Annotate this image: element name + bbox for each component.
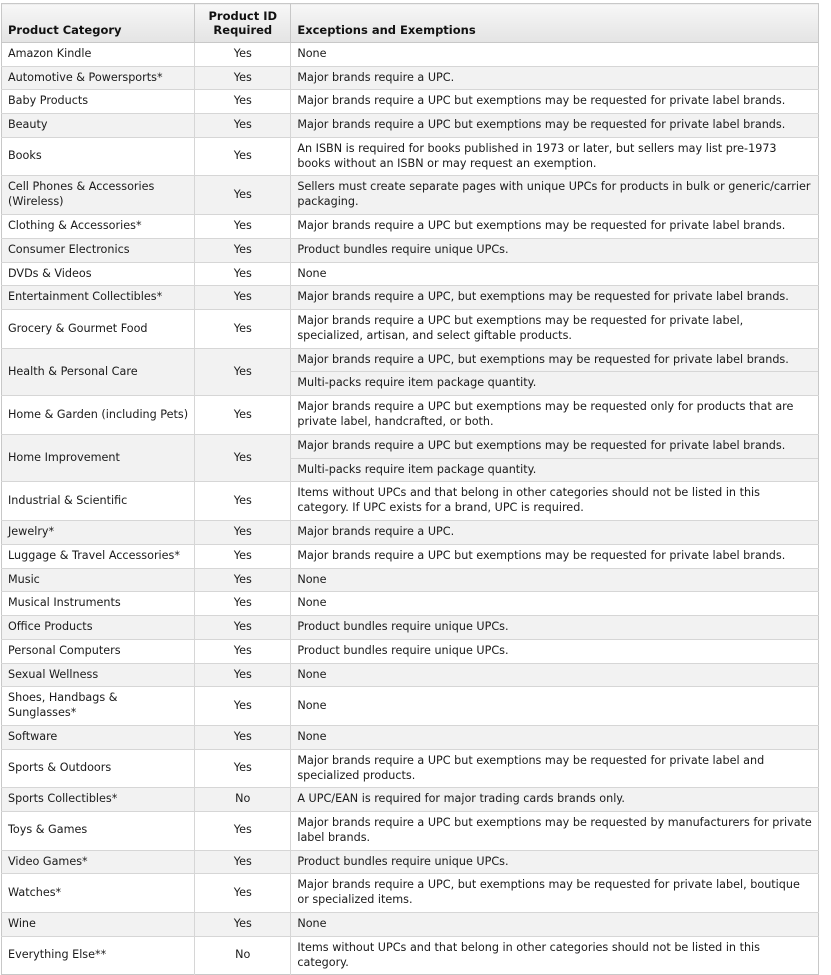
table-row — [2, 434, 819, 482]
table-row — [2, 749, 819, 788]
exceptions-subtable — [291, 435, 818, 482]
cell-product-id-required: Yes — [195, 262, 291, 286]
cell-exceptions-and-exemptions: None — [291, 687, 819, 726]
cell-product-category: Consumer Electronics — [2, 238, 195, 262]
table-row — [2, 788, 819, 812]
cell-product-id-required: Yes — [195, 639, 291, 663]
exceptions-subrow — [291, 458, 818, 481]
table-row — [2, 850, 819, 874]
cell-exceptions-and-exemptions: Major brands require a UPC but exemptions may be requested for private label brands. — [291, 114, 819, 138]
cell-exceptions-and-exemptions: Major brands require a UPC but exemptions may be requested for private label brands. — [291, 90, 819, 114]
cell-product-category: Personal Computers — [2, 639, 195, 663]
cell-product-id-required: Yes — [195, 687, 291, 726]
cell-product-category: Sexual Wellness — [2, 663, 195, 687]
cell-exceptions-and-exemptions: Items without UPCs and that belong in other categories should not be listed in this category. If UPC exists for a brand, UPC is required. — [291, 482, 819, 521]
table-row — [2, 663, 819, 687]
cell-exceptions-and-exemptions: Sellers must create separate pages with unique UPCs for products in bulk or generic/carrier packaging. — [291, 176, 819, 215]
cell-product-id-required: Yes — [195, 238, 291, 262]
cell-exception-text: Major brands require a UPC, but exemptions may be requested for private label brands. — [297, 352, 789, 366]
cell-exceptions-and-exemptions: Product bundles require unique UPCs. — [291, 616, 819, 640]
cell-product-id-required: Yes — [195, 812, 291, 851]
cell-exceptions-and-exemptions: Major brands require a UPC. — [291, 520, 819, 544]
cell-product-category: DVDs & Videos — [2, 262, 195, 286]
exceptions-subtable — [291, 349, 818, 396]
table-header — [2, 4, 819, 43]
cell-product-category: Clothing & Accessories* — [2, 215, 195, 239]
table-row — [2, 936, 819, 975]
exceptions-subrow — [291, 349, 818, 372]
table-row — [2, 42, 819, 66]
cell-exception-text: Multi-packs require item package quantity. — [291, 372, 818, 395]
table-row — [2, 396, 819, 435]
column-header-product-id-required — [195, 4, 291, 43]
cell-exception-text: Multi-packs require item package quantity. — [291, 458, 818, 481]
table-row — [2, 725, 819, 749]
table-row — [2, 812, 819, 851]
cell-product-id-required: Yes — [195, 66, 291, 90]
cell-product-category: Toys & Games — [2, 812, 195, 851]
cell-product-category: Entertainment Collectibles* — [2, 286, 195, 310]
cell-product-category: Shoes, Handbags & Sunglasses* — [2, 687, 195, 726]
cell-exceptions-and-exemptions: Major brands require a UPC. — [291, 66, 819, 90]
table-row — [2, 215, 819, 239]
cell-exceptions-and-exemptions: Major brands require a UPC, but exemptions may be requested for private label, boutique or specialized items. — [291, 874, 819, 913]
cell-product-id-required: Yes — [195, 874, 291, 913]
cell-product-category: Software — [2, 725, 195, 749]
cell-exceptions-and-exemptions: An ISBN is required for books published in 1973 or later, but sellers may list pre-1973 books without an ISBN or may request an exemption. — [291, 137, 819, 176]
cell-product-id-required: Yes — [195, 176, 291, 215]
cell-product-id-required: Yes — [195, 286, 291, 310]
cell-product-category: Luggage & Travel Accessories* — [2, 544, 195, 568]
cell-exceptions-and-exemptions: Major brands require a UPC, but exemptions may be requested for private label brands. — [291, 286, 819, 310]
cell-product-id-required: Yes — [195, 215, 291, 239]
table-row — [2, 592, 819, 616]
cell-product-id-required: Yes — [195, 137, 291, 176]
cell-product-category: Baby Products — [2, 90, 195, 114]
cell-exceptions-and-exemptions: None — [291, 725, 819, 749]
cell-product-category: Jewelry* — [2, 520, 195, 544]
cell-product-id-required: Yes — [195, 396, 291, 435]
cell-product-category: Industrial & Scientific — [2, 482, 195, 521]
column-header-product-category: Product Category — [2, 4, 195, 43]
cell-product-id-required: Yes — [195, 90, 291, 114]
cell-exceptions-and-exemptions: Product bundles require unique UPCs. — [291, 639, 819, 663]
cell-exceptions-and-exemptions: Items without UPCs and that belong in other categories should not be listed in this category. — [291, 936, 819, 975]
cell-product-category: Amazon Kindle — [2, 42, 195, 66]
cell-exceptions-and-exemptions: Major brands require a UPC but exemptions may be requested for private label and specialized products. — [291, 749, 819, 788]
cell-exceptions-and-exemptions: Major brands require a UPC but exemptions may be requested for private label brands. — [291, 544, 819, 568]
cell-product-id-required: No — [195, 788, 291, 812]
cell-exceptions-and-exemptions: None — [291, 262, 819, 286]
cell-product-category: Sports & Outdoors — [2, 749, 195, 788]
cell-product-id-required: No — [195, 936, 291, 975]
cell-exceptions-and-exemptions: Major brands require a UPC but exemptions may be requested for private label, specialized, artisan, and select giftable products. — [291, 310, 819, 349]
table-row — [2, 310, 819, 349]
cell-product-category: Video Games* — [2, 850, 195, 874]
cell-product-category: Sports Collectibles* — [2, 788, 195, 812]
table-row — [2, 114, 819, 138]
cell-product-id-required: Yes — [195, 42, 291, 66]
cell-product-id-required: Yes — [195, 568, 291, 592]
cell-product-id-required: Yes — [195, 544, 291, 568]
cell-product-id-required: Yes — [195, 520, 291, 544]
exceptions-subrow — [291, 435, 818, 458]
cell-product-category: Everything Else** — [2, 936, 195, 975]
header-row — [2, 4, 819, 43]
cell-product-category: Home & Garden (including Pets) — [2, 396, 195, 435]
cell-product-category: Health & Personal Care — [2, 348, 195, 396]
cell-product-category: Beauty — [2, 114, 195, 138]
exceptions-subrow — [291, 372, 818, 395]
cell-exceptions-and-exemptions: A UPC/EAN is required for major trading cards brands only. — [291, 788, 819, 812]
cell-exceptions-and-exemptions: Product bundles require unique UPCs. — [291, 850, 819, 874]
cell-product-category: Cell Phones & Accessories (Wireless) — [2, 176, 195, 215]
cell-product-category: Automotive & Powersports* — [2, 66, 195, 90]
cell-exceptions-and-exemptions: Major brands require a UPC but exemptions may be requested by manufacturers for private label brands. — [291, 812, 819, 851]
table-row — [2, 568, 819, 592]
cell-exceptions-and-exemptions: None — [291, 42, 819, 66]
cell-exception-text: Major brands require a UPC but exemptions may be requested for private label brands. — [297, 438, 786, 452]
table-row — [2, 90, 819, 114]
cell-product-category: Musical Instruments — [2, 592, 195, 616]
table-row — [2, 137, 819, 176]
cell-exceptions-and-exemptions: Major brands require a UPC but exemptions may be requested only for products that are private label, handcrafted, or both. — [291, 396, 819, 435]
cell-exceptions-and-exemptions: None — [291, 913, 819, 937]
cell-product-id-required: Yes — [195, 749, 291, 788]
table-row — [2, 687, 819, 726]
cell-product-category: Music — [2, 568, 195, 592]
cell-product-id-required: Yes — [195, 616, 291, 640]
cell-product-id-required: Yes — [195, 434, 291, 482]
table-row — [2, 262, 819, 286]
cell-product-category: Office Products — [2, 616, 195, 640]
table-row — [2, 66, 819, 90]
column-header-exceptions-and-exemptions: Exceptions and Exemptions — [291, 4, 819, 43]
table-row — [2, 176, 819, 215]
table-row — [2, 520, 819, 544]
cell-product-id-required: Yes — [195, 348, 291, 396]
table-body — [2, 42, 819, 975]
table-row — [2, 544, 819, 568]
cell-exceptions-and-exemptions: None — [291, 592, 819, 616]
cell-exceptions-and-exemptions: None — [291, 568, 819, 592]
header-line-2: Required — [213, 23, 273, 38]
cell-exceptions-and-exemptions: Major brands require a UPC but exemptions may be requested for private label brands. — [291, 215, 819, 239]
header-line-1: Product ID — [208, 9, 278, 23]
cell-exceptions-and-exemptions: Product bundles require unique UPCs. — [291, 238, 819, 262]
cell-product-id-required: Yes — [195, 310, 291, 349]
table-row — [2, 286, 819, 310]
cell-product-category: Books — [2, 137, 195, 176]
cell-product-category: Home Improvement — [2, 434, 195, 482]
cell-product-id-required: Yes — [195, 592, 291, 616]
table-row — [2, 874, 819, 913]
cell-product-id-required: Yes — [195, 913, 291, 937]
cell-product-id-required: Yes — [195, 850, 291, 874]
table-row — [2, 482, 819, 521]
cell-product-id-required: Yes — [195, 663, 291, 687]
cell-product-id-required: Yes — [195, 114, 291, 138]
product-id-requirements-table — [1, 3, 819, 975]
cell-product-category: Watches* — [2, 874, 195, 913]
cell-exceptions-and-exemptions: None — [291, 663, 819, 687]
cell-exceptions-split — [291, 434, 819, 482]
table-row — [2, 913, 819, 937]
table-row — [2, 639, 819, 663]
cell-product-id-required: Yes — [195, 482, 291, 521]
cell-exceptions-split — [291, 348, 819, 396]
cell-product-category: Grocery & Gourmet Food — [2, 310, 195, 349]
table-row — [2, 238, 819, 262]
cell-product-id-required: Yes — [195, 725, 291, 749]
cell-product-category: Wine — [2, 913, 195, 937]
table-row — [2, 348, 819, 396]
